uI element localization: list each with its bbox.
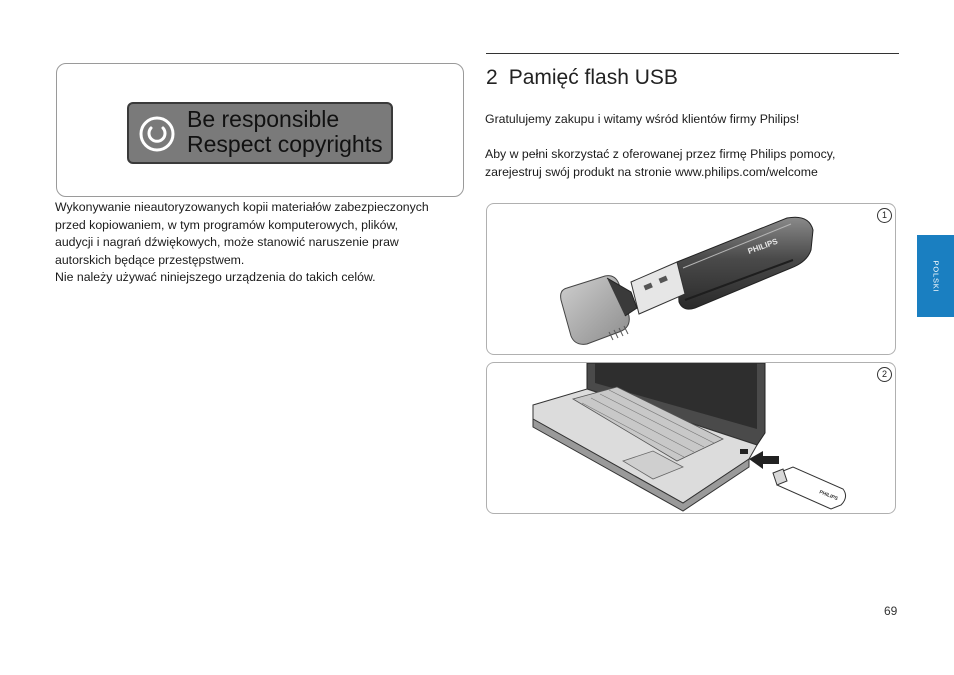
step-1-marker: 1	[877, 208, 892, 223]
language-tab-label: POLSKI	[931, 260, 940, 292]
section-number: 2	[486, 66, 498, 89]
section-title: Pamięć flash USB	[508, 66, 678, 89]
copyright-circle-icon	[138, 115, 176, 153]
register-text	[485, 146, 905, 181]
figure-usb-drive	[486, 203, 896, 355]
register-line: zarejestruj swój produkt na stronie www.philips.com/welcome	[485, 164, 818, 179]
philips-brand-label: PHILIPS	[746, 236, 779, 256]
laptop-illustration	[487, 363, 895, 513]
step-2-marker: 2	[877, 367, 892, 382]
usb-drive-illustration	[487, 204, 895, 354]
section-heading	[486, 66, 678, 90]
notice-line: Nie należy używać niniejszego urządzenia do takich celów.	[55, 270, 376, 284]
notice-line: autorskich będące przestępstwem.	[55, 252, 245, 267]
copyright-notice-text	[55, 199, 463, 287]
page-number: 69	[884, 604, 898, 618]
notice-line: Wykonywanie nieautoryzowanych kopii materiałów zabezpieczonych	[55, 200, 429, 214]
notice-line: przed kopiowaniem, w tym programów komputerowych, plików,	[55, 217, 399, 232]
badge-line-responsible: Be responsible	[187, 106, 340, 132]
register-line: Aby w pełni skorzystać z oferowanej przez firmę Philips pomocy,	[485, 147, 836, 161]
badge-line-copyrights: Respect copyrights	[187, 131, 383, 157]
figure-laptop-connect	[486, 362, 896, 514]
section-divider	[486, 53, 899, 54]
notice-line: audycji i nagrań dźwiękowych, może stanowić naruszenie praw	[55, 235, 399, 249]
greeting-text: Gratulujemy zakupu i witamy wśród klientów firmy Philips!	[485, 112, 800, 126]
philips-brand-label: PHILIPS	[818, 489, 839, 503]
language-tab	[917, 235, 954, 317]
